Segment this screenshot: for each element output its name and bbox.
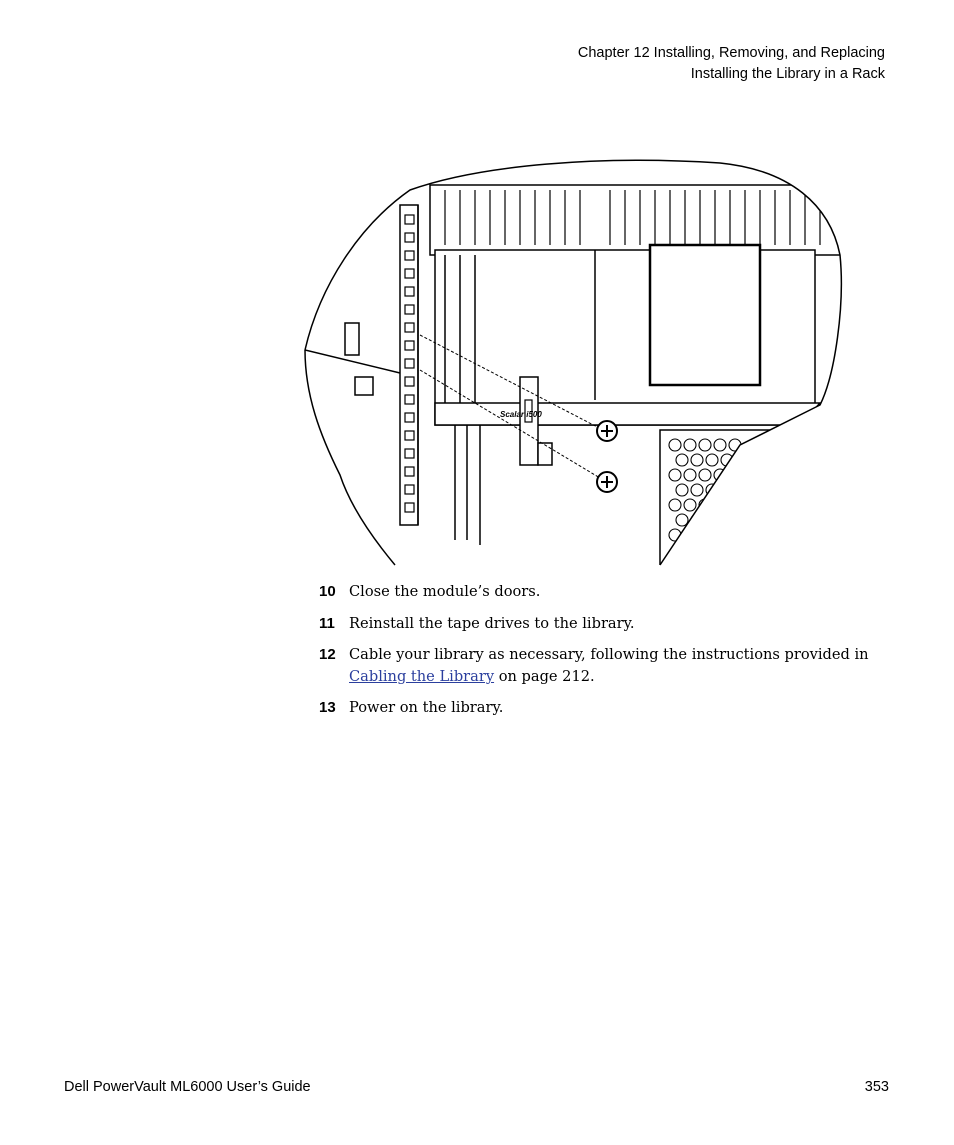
header-chapter: Chapter 12 Installing, Removing, and Replacing — [577, 45, 885, 61]
step-number: 12 — [319, 646, 336, 663]
screw-icon — [597, 472, 617, 492]
footer-title: Dell PowerVault ML6000 User’s Guide — [64, 1079, 311, 1095]
step-text-before-link: Cable your library as necessary, following the instructions provided in — [349, 646, 869, 663]
step-text-after-link: on page 212. — [494, 668, 595, 685]
step-number: 11 — [319, 615, 335, 632]
running-header — [578, 43, 885, 85]
step-number: 10 — [319, 583, 336, 600]
screw-icon — [597, 421, 617, 441]
rack-mounting-illustration — [300, 145, 846, 567]
step-text: Power on the library. — [349, 699, 504, 716]
page-number: 353 — [864, 1079, 889, 1095]
library-panel-label: Scalar i500 — [500, 410, 542, 419]
step-text — [349, 644, 889, 688]
header-section: Installing the Library in a Rack — [690, 66, 885, 82]
cabling-the-library-link[interactable]: Cabling the Library — [349, 668, 495, 685]
step-text: Close the module’s doors. — [349, 583, 541, 600]
step-text: Reinstall the tape drives to the library. — [349, 615, 635, 632]
mounting-bracket — [520, 377, 538, 465]
step-number: 13 — [319, 699, 336, 716]
